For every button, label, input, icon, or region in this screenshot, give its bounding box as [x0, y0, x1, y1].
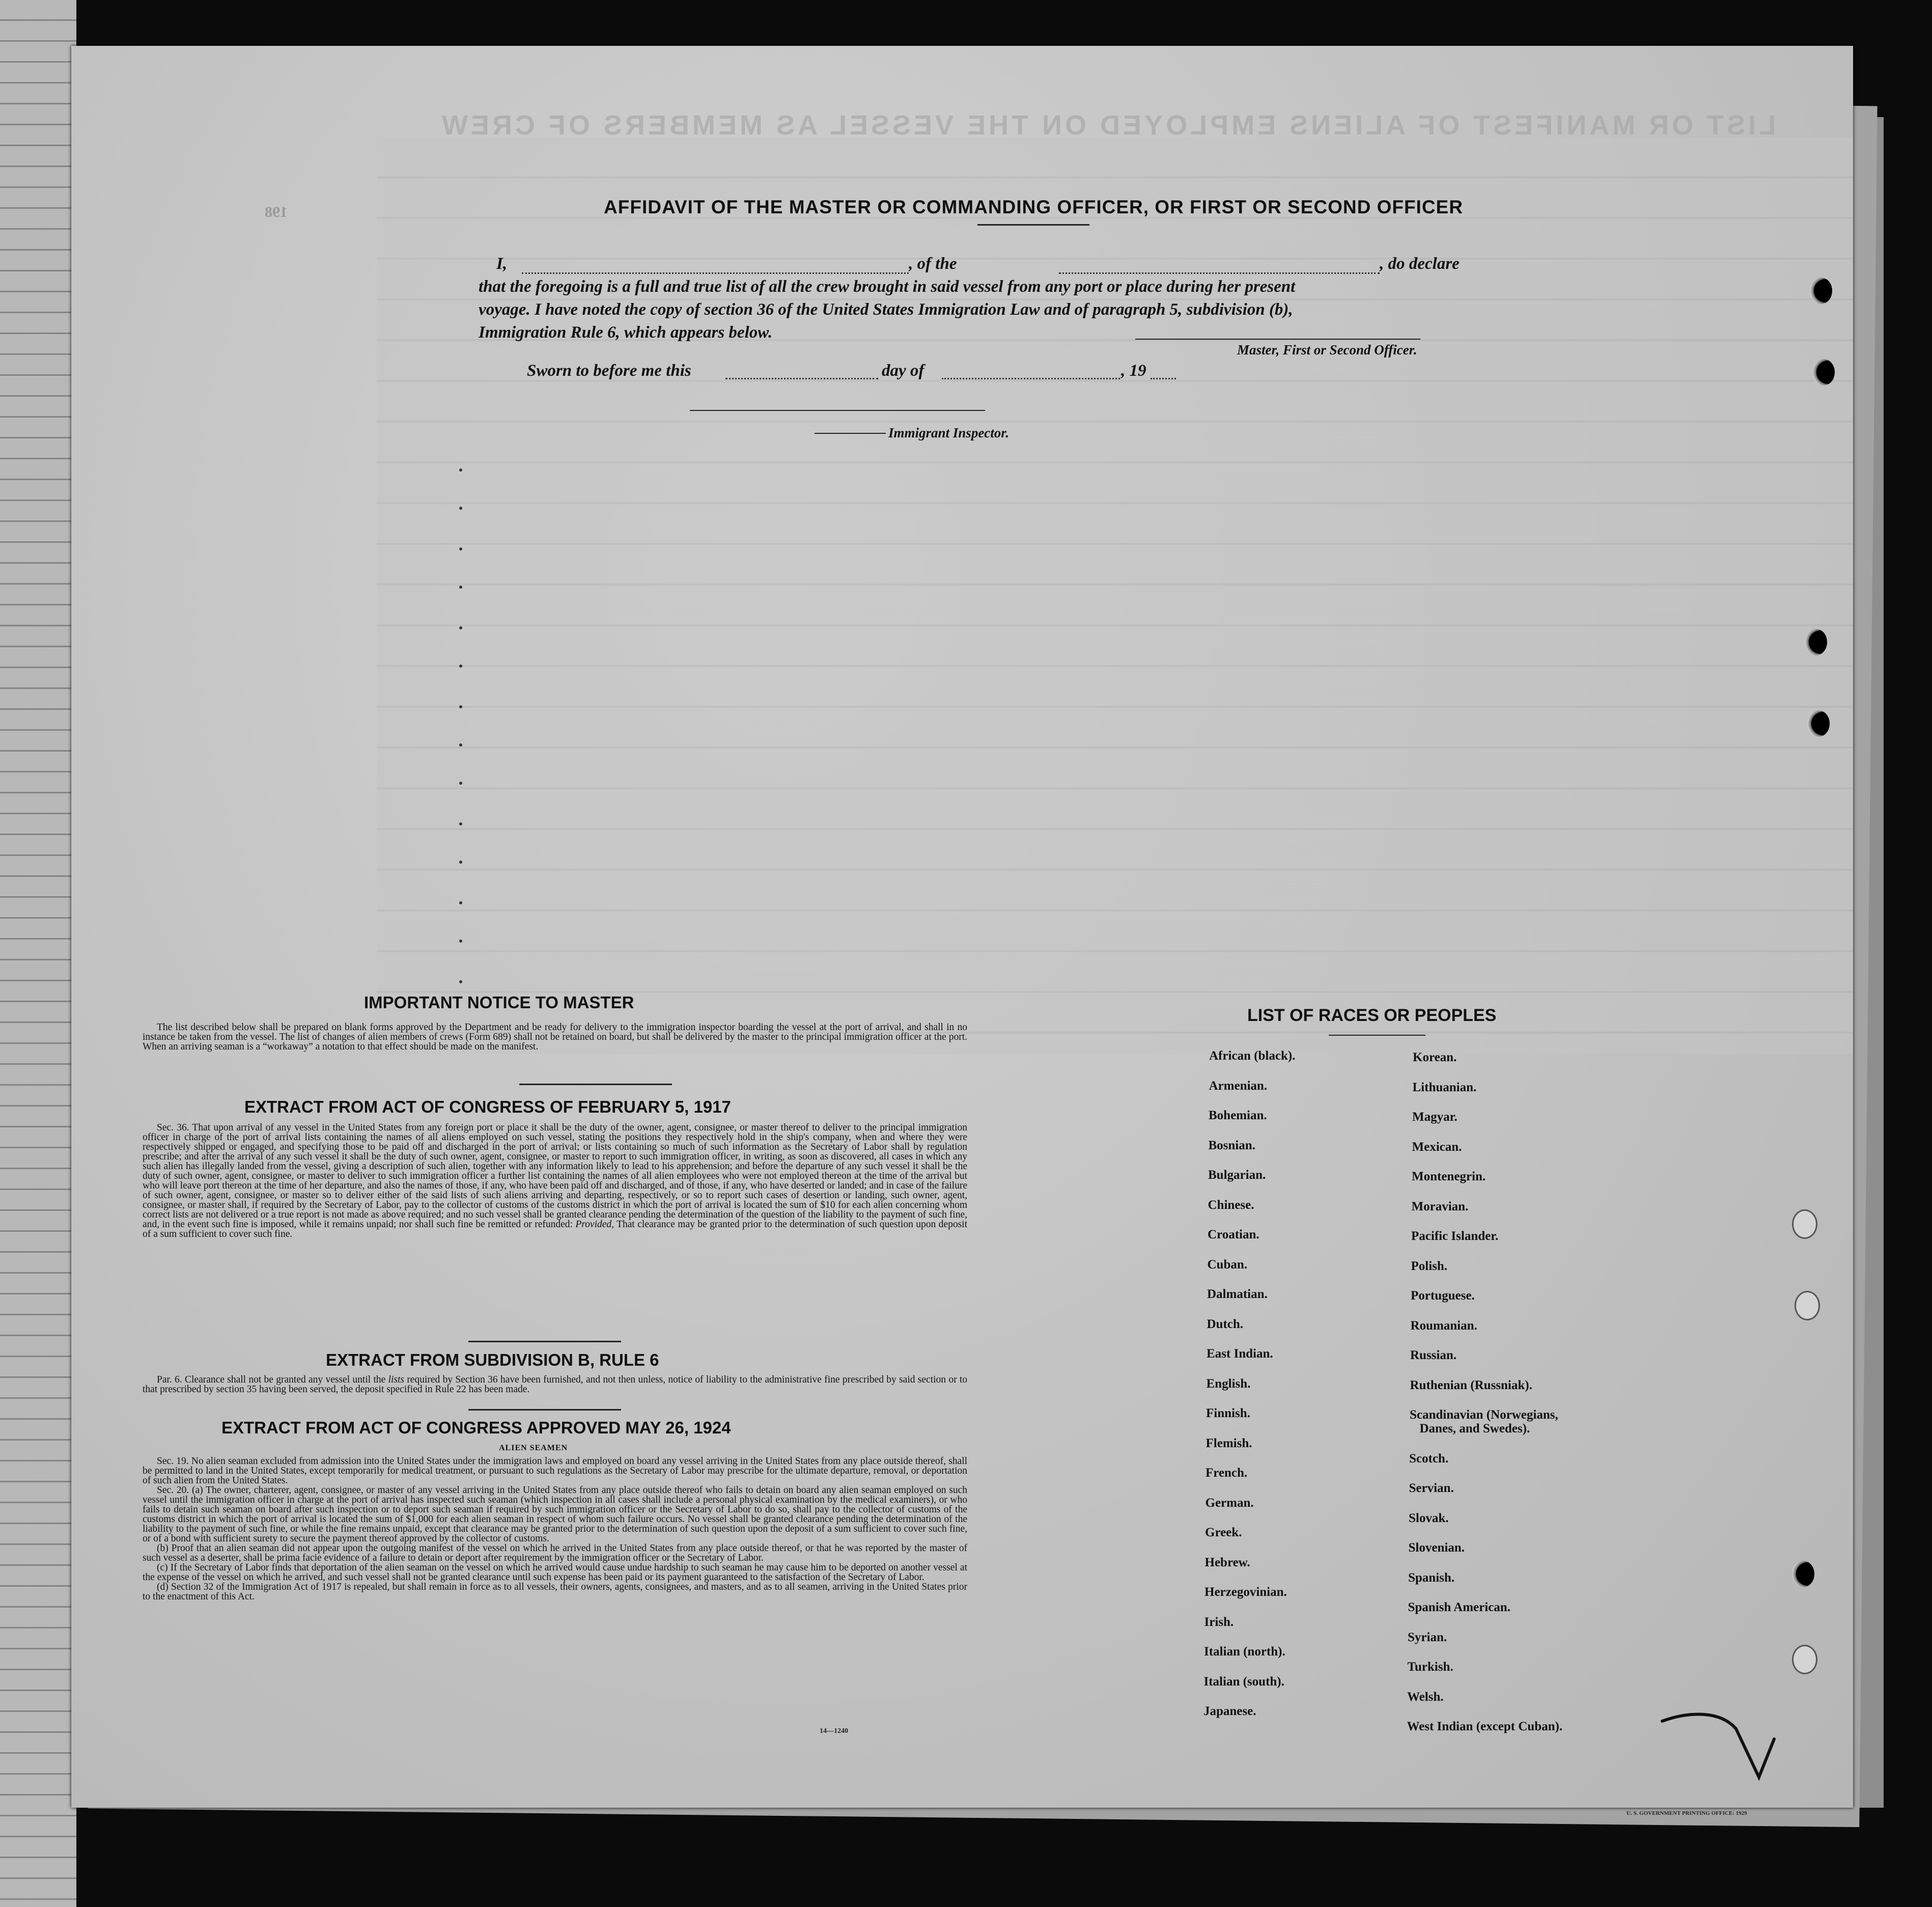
race-item: Spanish American. — [1408, 1600, 1510, 1614]
race-item: Roumanian. — [1410, 1318, 1477, 1333]
punch-hole-icon — [1792, 1209, 1817, 1239]
race-item: Bulgarian. — [1208, 1168, 1266, 1182]
race-item: Pacific Islander. — [1411, 1229, 1499, 1243]
race-item: Slovenian. — [1408, 1541, 1465, 1555]
punch-hole-icon — [1792, 1561, 1814, 1587]
notice-text: The list described below shall be prepared on blank forms approved by the Department and be ready for delivery to the immigration inspector boarding the vessel at the port of arrival, and shall in no instance be taken from the vessel. The list of changes of alien members of crews (Form 689) shall not be retained on board, but shall be delivered by the master to the principal immigration officer at the port. When an arriving seaman is a “workaway” a notation to that effect should be made on the manifest. — [143, 1022, 967, 1052]
race-item: Slovak. — [1409, 1511, 1449, 1525]
show-through-ledger — [377, 137, 1853, 1054]
sworn-text: Sworn to before me this — [527, 362, 691, 380]
vessel-field[interactable] — [1059, 272, 1380, 274]
punch-hole-icon — [1795, 1291, 1820, 1320]
affidavit-of-the: , of the — [909, 255, 957, 273]
extract-rule6-title: EXTRACT FROM SUBDIVISION B, RULE 6 — [326, 1350, 659, 1369]
extract-rule — [468, 1341, 621, 1342]
sec20c-text: (c) If the Secretary of Labor finds that deportation of the alien seaman on the vessel on which he arrived would cause undue hardship to such seaman he may cause him to be deported on another vessel at the expense of the vessel on which he arrived, and such vessel shall not be granted clearance until such expense has been paid or its payment guaranteed to the satisfaction of the Secretary of Labor. — [143, 1562, 967, 1583]
inspector-short-line — [815, 433, 886, 434]
extract-1917-text: Sec. 36. That upon arrival of any vessel in the United States from any foreign port or place it shall be the duty of the owner, agent, consignee, or master thereof to deliver to the principal immigration officer in charge of the port of arrival lists containing the names of all aliens employed on such vessel, stating the positions they respectively hold in the ship's company, when and where they were respectively shipped or engaged, and specifying those to be paid off and discharged in the port of arrival; or lists containing so much of such information as the Secretary of Labor shall by regulation prescribe; and after the arrival of any such vessel it shall be the duty of such owner, agent, consignee, or master to report to such immigration officer, in writing, as soon as discovered, all cases in which any such alien has illegally landed from the vessel, giving a description of such alien, together with any information likely to lead to his apprehension; and before the departure of any such vessel it shall be the duty of such owner, agent, consignee, or master to deliver to such immigration officer a further list containing the names of all alien employees who were not employed thereon at the time of the arrival but who will leave port thereon at the time of her departure, and also the names of those, if any, who have been paid off and discharged, and of those, if any, who have deserted or landed; and in case of the failure of such owner, agent, consignee, or master so to deliver either of the said lists of such aliens arriving and departing, respectively, or so to report such cases of desertion or landing, such owner, agent, consignee, or master shall, if required by the Secretary of Labor, pay to the collector of customs of the customs district in which the port of arrival is located the sum of $10 for each alien concerning whom correct lists are not delivered or a true report is not made as above required; and no such vessel shall be granted clearance pending the determination of the question of the liability to the payment of such fine, and, in the event such fine is imposed, while it remains unpaid; nor shall such fine be remitted or refunded: — [143, 1122, 967, 1230]
show-through-title: LIST OR MANIFEST OF ALIENS EMPLOYED ON THE VESSEL AS MEMBERS OF CREW — [438, 110, 1776, 141]
affidavit-title: AFFIDAVIT OF THE MASTER OR COMMANDING OFFICER, OR FIRST OR SECOND OFFICER — [604, 197, 1463, 217]
punch-hole-icon — [1805, 629, 1827, 655]
printing-office: U. S. GOVERNMENT PRINTING OFFICE: 1929 — [1627, 1810, 1747, 1816]
master-signature-line[interactable] — [1135, 339, 1420, 340]
race-item: Scandinavian (Norwegians, — [1410, 1408, 1558, 1422]
race-item: Danes, and Swedes). — [1419, 1422, 1530, 1435]
sworn-month-field[interactable] — [942, 378, 1120, 379]
rule6-text-b: required by Section 36 have been furnished, and not then unless, notice of liability to the administrative fine prescribed by said section or to that prescribed by section 35 having been served, the deposit specified in Rule 22 has been made. — [143, 1374, 968, 1395]
margin-number: 198 — [265, 204, 288, 220]
race-item: Chinese. — [1208, 1198, 1254, 1212]
race-item: Servian. — [1409, 1481, 1454, 1495]
race-item: Polish. — [1411, 1259, 1448, 1273]
manifest-page — [71, 46, 1853, 1816]
rule6-text-a: Par. 6. Clearance shall not be granted any vessel until the — [157, 1374, 386, 1385]
race-item: Italian (north). — [1204, 1645, 1285, 1659]
race-item: Flemish. — [1206, 1436, 1252, 1450]
notice-body — [143, 1022, 967, 1052]
race-item: Ruthenian (Russniak). — [1410, 1378, 1532, 1392]
race-item: Korean. — [1413, 1051, 1457, 1064]
race-item: Syrian. — [1408, 1630, 1447, 1644]
notice-title: IMPORTANT NOTICE TO MASTER — [364, 993, 634, 1012]
race-item: West Indian (except Cuban). — [1407, 1720, 1563, 1733]
extract-1917-body — [143, 1123, 967, 1239]
race-item: Armenian. — [1209, 1079, 1268, 1093]
race-item: Japanese. — [1203, 1704, 1256, 1718]
race-item: Montenegrin. — [1412, 1170, 1486, 1183]
race-item: Magyar. — [1412, 1110, 1458, 1124]
race-item: Herzegovinian. — [1205, 1585, 1287, 1599]
race-item: Welsh. — [1407, 1690, 1444, 1704]
affidavit-body-3: Immigration Rule 6, which appears below. — [479, 323, 773, 342]
race-item: Finnish. — [1206, 1406, 1250, 1420]
master-caption: Master, First or Second Officer. — [1237, 342, 1417, 357]
sworn-day-field[interactable] — [725, 378, 878, 379]
race-item: Hebrew. — [1205, 1555, 1250, 1569]
rule6-lists: lists — [388, 1374, 405, 1385]
sec20a-text: Sec. 20. (a) The owner, charterer, agent, consignee, or master of any vessel arriving in the United States from any place outside thereof who fails to detain on board any alien seaman employed on such vessel until the immigration officer in charge at the port of arrival has inspected such seaman (which inspection in all cases shall include a personal physical examination by the medical examiners), or who fails to detain such seaman on board after such inspection or to deport such seaman if required by such immigration officer or the Secretary of Labor to do so, shall pay to the collector of customs of the customs district in which the port of arrival is located the sum of $1,000 for each alien seaman in respect of whom such failure occurs. No vessel shall be granted clearance pending the determination of the liability to the payment of such fine, or while the fine remains unpaid, except that clearance may be granted prior to the determination of such question upon the deposit of a sum sufficient to cover such fine, or of a bond with sufficient surety to secure the payment thereof approved by the collector of customs. — [143, 1485, 967, 1544]
proviso-text: That clearance may be granted prior to the determination of such question upon deposit of a sum sufficient to cover such fine. — [143, 1219, 967, 1239]
extract-rule6-body — [143, 1375, 967, 1394]
sec20d-text: (d) Section 32 of the Immigration Act of 1917 is repealed, but shall remain in force as to all vessels, their owners, agents, consignees, and masters, and as to all seamen, arriving in the United States prior to the enactment of this Act. — [143, 1582, 967, 1602]
race-item: Spanish. — [1408, 1570, 1455, 1585]
affidavit-i: I, — [496, 255, 508, 273]
affidavit-body-1: that the foregoing is a full and true list of all the crew brought in said vessel from any port or place during her present — [479, 278, 1296, 296]
notice-rule — [519, 1084, 672, 1085]
sworn-year: , 19 — [1121, 362, 1146, 380]
race-item: East Indian. — [1207, 1347, 1273, 1361]
sworn-year-field[interactable] — [1151, 378, 1176, 379]
extract-1917-title: EXTRACT FROM ACT OF CONGRESS OF FEBRUARY 5, 1917 — [244, 1097, 731, 1116]
inspector-caption: Immigrant Inspector. — [888, 425, 1010, 440]
race-item: Cuban. — [1207, 1257, 1248, 1272]
handwritten-check-mark — [1660, 1701, 1777, 1803]
alien-seamen-subtitle: ALIEN SEAMEN — [499, 1444, 568, 1452]
name-field[interactable] — [522, 272, 909, 274]
race-item: Portuguese. — [1411, 1289, 1475, 1303]
races-rule — [1329, 1035, 1425, 1036]
punch-hole-icon — [1810, 278, 1832, 304]
race-item: German. — [1205, 1496, 1254, 1510]
race-item: Russian. — [1410, 1348, 1457, 1362]
race-item: Lithuanian. — [1412, 1080, 1477, 1094]
race-item: Moravian. — [1411, 1199, 1469, 1213]
punch-hole-icon — [1807, 710, 1830, 737]
race-item: Italian (south). — [1203, 1674, 1284, 1689]
form-number: 14—1240 — [820, 1727, 848, 1735]
extract-rule — [468, 1409, 621, 1411]
ledger-paper-edge — [0, 0, 76, 1907]
sec19-text: Sec. 19. No alien seaman excluded from admission into the United States under the immigration laws and employed on board any vessel arriving in the United States from any place outside thereof, shall be permitted to land in the United States, except temporarily for medical treatment, or pursuant to such regulations as the Secretary of Labor may prescribe for the ultimate departure, removal, or deportation of such alien from the United States. — [143, 1456, 967, 1486]
race-item: Dutch. — [1207, 1317, 1244, 1331]
inspector-signature-line[interactable] — [690, 410, 985, 411]
proviso-label: Provided, — [575, 1219, 614, 1230]
race-item: French. — [1206, 1466, 1248, 1480]
extract-1924-title: EXTRACT FROM ACT OF CONGRESS APPROVED MAY 26, 1924 — [221, 1418, 731, 1437]
affidavit-body-2: voyage. I have noted the copy of section 36 of the United States Immigration Law and of paragraph 5, subdivision (b), — [479, 300, 1293, 319]
race-item: Greek. — [1205, 1526, 1242, 1539]
punch-hole-icon — [1812, 359, 1835, 385]
punch-hole-icon — [1792, 1645, 1817, 1674]
title-rule — [977, 224, 1089, 226]
race-item: Bosnian. — [1208, 1138, 1255, 1152]
sworn-day-of: day of — [882, 362, 925, 380]
sec20b-text: (b) Proof that an alien seaman did not appear upon the outgoing manifest of the vessel on which he arrived in the United States from any place outside thereof, or that he was reported by the master of such vessel as a deserter, shall be prima facie evidence of a failure to detain or deport after requirement by the immigration officer or the Secretary of Labor. — [143, 1543, 967, 1563]
race-item: Croatian. — [1208, 1228, 1259, 1241]
race-item: Dalmatian. — [1207, 1287, 1268, 1301]
race-item: Bohemian. — [1209, 1109, 1267, 1122]
races-title: LIST OF RACES OR PEOPLES — [1247, 1006, 1497, 1025]
race-item: African (black). — [1209, 1049, 1296, 1063]
affidavit-do-declare: , do declare — [1380, 255, 1460, 273]
race-item: Mexican. — [1412, 1140, 1462, 1154]
extract-1924-body — [143, 1456, 967, 1601]
race-item: Turkish. — [1407, 1660, 1453, 1674]
race-item: English. — [1206, 1376, 1251, 1391]
race-item: Irish. — [1204, 1615, 1234, 1629]
race-item: Scotch. — [1409, 1451, 1449, 1466]
